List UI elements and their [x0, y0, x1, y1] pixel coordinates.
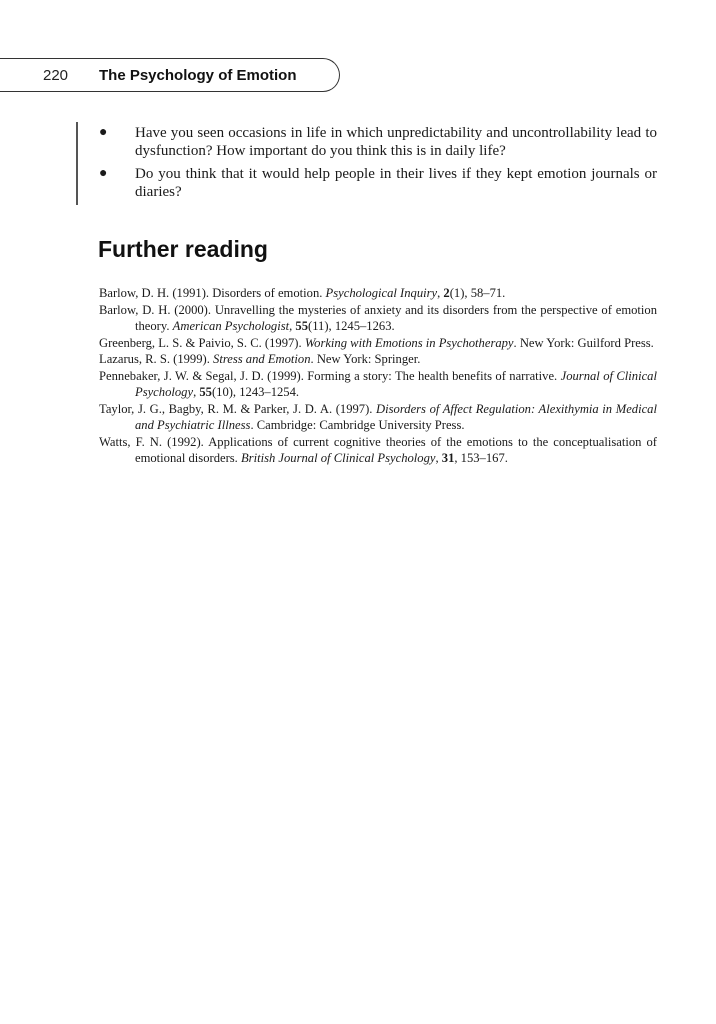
reference-entry: [99, 434, 657, 467]
reference-separator: ,: [437, 286, 444, 300]
reference-separator: ,: [289, 319, 296, 333]
reference-source: Stress and Emotion: [213, 352, 311, 366]
question-text: Do you think that it would help people in their lives if they kept emotion journals or diaries?: [135, 166, 657, 200]
reference-tail: . New York: Springer.: [310, 352, 421, 366]
reference-source: Disorders of Affect Regulation: Alexithymia in Medical and Psychiatric Illness: [135, 401, 657, 432]
reference-authors: Barlow, D. H. (1991). Disorders of emotion.: [99, 286, 326, 300]
reference-tail: (1), 58–71.: [449, 286, 506, 300]
reference-entry: [99, 401, 657, 434]
reference-list: [99, 285, 657, 467]
reference-separator: ,: [193, 385, 200, 399]
reference-source: British Journal of Clinical Psychology: [240, 451, 436, 465]
reference-entry: [99, 302, 657, 335]
reference-authors: Taylor, J. G., Bagby, R. M. & Parker, J. D. A. (1997).: [99, 401, 377, 416]
margin-bar: [76, 122, 78, 205]
reference-volume: 2: [443, 286, 450, 300]
reference-volume: 31: [441, 451, 455, 465]
reference-authors: Lazarus, R. S. (1999).: [99, 352, 214, 366]
question-item: [97, 124, 657, 160]
reference-source: Journal of Clinical Psychology: [135, 368, 657, 399]
reference-tail: . Cambridge: Cambridge University Press.: [250, 418, 465, 432]
section-heading: Further reading: [98, 236, 268, 262]
reference-authors: Pennebaker, J. W. & Segal, J. D. (1999). Forming a story: The health benefits of narrative.: [99, 368, 561, 383]
reference-authors: Greenberg, L. S. & Paivio, S. C. (1997).: [99, 335, 305, 350]
reference-tail: (10), 1243–1254.: [211, 385, 300, 399]
reference-tail: . New York: Guilford Press.: [513, 335, 654, 350]
reference-entry: [99, 335, 657, 352]
reference-authors: Watts, F. N. (1992). Applications of current cognitive theories of the emotions to the conceptualisation of emotional disorders.: [99, 434, 657, 465]
page-number: 220: [43, 67, 69, 84]
reference-entry: [99, 285, 657, 302]
bullet-icon: ●: [99, 166, 108, 181]
question-item: [97, 165, 657, 201]
bullet-icon: ●: [99, 125, 108, 140]
question-list: [97, 124, 657, 206]
reference-authors: Barlow, D. H. (2000). Unravelling the mysteries of anxiety and its disorders from the perspective of emotion theory.: [99, 302, 657, 333]
reference-entry: [99, 368, 657, 401]
question-text: Have you seen occasions in life in which unpredictability and uncontrollability lead to dysfunction? How important do you think this is in daily life?: [135, 125, 657, 159]
running-title: The Psychology of Emotion: [99, 67, 297, 84]
reference-tail: , 153–167.: [454, 451, 508, 465]
reference-separator: ,: [435, 451, 442, 465]
reference-tail: (11), 1245–1263.: [308, 319, 395, 333]
reference-entry: [99, 351, 657, 368]
reference-source: Psychological Inquiry: [325, 286, 438, 300]
reference-source: American Psychologist: [172, 319, 290, 333]
reference-source: Working with Emotions in Psychotherapy: [304, 335, 514, 350]
reference-volume: 55: [295, 319, 309, 333]
reference-volume: 55: [199, 385, 212, 399]
